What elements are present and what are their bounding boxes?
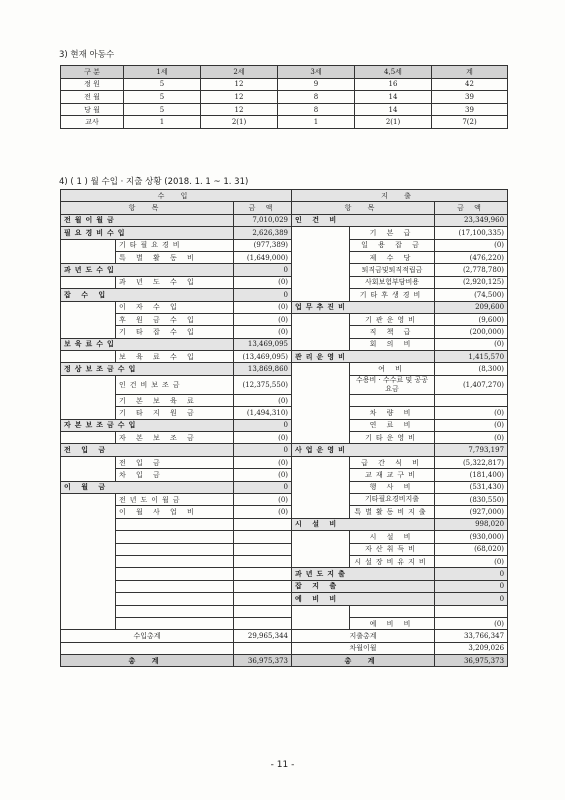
cell: 1	[278, 116, 355, 129]
income-total-label: 수입총계	[61, 630, 234, 642]
income-expense-table	[60, 189, 508, 667]
income-subitem: 전년도이월금	[116, 493, 234, 505]
blank-cell	[61, 326, 116, 338]
blank-cell	[61, 313, 116, 325]
expense-amount: (5,322,817)	[435, 456, 508, 468]
cell: 16	[355, 78, 432, 91]
table-row	[61, 78, 508, 91]
income-category: 전 입 금	[61, 444, 234, 456]
income-subitem	[116, 580, 234, 592]
table-row	[61, 432, 508, 444]
grand-total-label-left: 총 계	[61, 655, 234, 667]
expense-category: 사업운영비	[292, 444, 435, 456]
expense-subitem: 기타후생경비	[350, 289, 435, 301]
expense-item-header: 항 목	[292, 202, 435, 214]
income-subitem: 이 월 사 업 비	[116, 506, 234, 518]
expense-amount: 7,793,197	[435, 444, 508, 456]
table-row	[61, 518, 508, 530]
blank-cell	[61, 493, 116, 505]
blank-cell	[61, 469, 116, 481]
blank-cell	[292, 394, 350, 406]
income-subitem: 기 타 지 원 금	[116, 407, 234, 419]
header-cell: 계	[432, 66, 508, 79]
income-amount: (1,649,000)	[234, 251, 292, 263]
header-cell: 2세	[201, 66, 278, 79]
blank-cell	[61, 239, 116, 251]
expense-amount: (9,600)	[435, 313, 508, 325]
table-row	[61, 375, 508, 394]
table-row	[61, 555, 508, 567]
cell: 1	[124, 116, 201, 129]
income-subitem: 기 본 보 육 료	[116, 394, 234, 406]
blank-cell	[61, 456, 116, 468]
expense-amount: 0	[435, 568, 508, 580]
expense-subitem	[350, 605, 435, 617]
blank-cell	[292, 276, 350, 288]
grand-total-label-right: 총 계	[292, 655, 435, 667]
row-label: 당 월	[61, 103, 124, 116]
table-row	[61, 313, 508, 325]
income-amount: 0	[234, 419, 292, 431]
expense-total-value: 33,766,347	[435, 630, 508, 642]
income-amount: (0)	[234, 394, 292, 406]
income-subitem: 후 원 금 수 입	[116, 313, 234, 325]
blank-cell	[292, 469, 350, 481]
blank-cell	[292, 617, 350, 629]
cell: 39	[432, 103, 508, 116]
cell: 8	[278, 91, 355, 104]
expense-subitem: 퇴직금및퇴직적립금	[350, 264, 435, 276]
cell: 12	[201, 78, 278, 91]
expense-amount: (0)	[435, 432, 508, 444]
expense-category: 시 설 비	[292, 518, 435, 530]
expense-category: 인 건 비	[292, 214, 435, 226]
row-label: 교사	[61, 116, 124, 129]
income-amount	[234, 531, 292, 543]
expense-amount: (0)	[435, 239, 508, 251]
income-category: 필요경비수입	[61, 227, 234, 239]
table-row	[61, 103, 508, 116]
cell: 2(1)	[201, 116, 278, 129]
blank-cell	[292, 481, 350, 493]
table-row	[61, 264, 508, 276]
cell: 12	[201, 103, 278, 116]
income-subitem: 이 자 수 입	[116, 301, 234, 313]
expense-amount: 1,415,570	[435, 351, 508, 363]
blank-cell	[61, 432, 116, 444]
expense-amount: 998,020	[435, 518, 508, 530]
expense-amount: (8,300)	[435, 363, 508, 375]
income-subitem: 차 입 금	[116, 469, 234, 481]
expense-amount: (830,550)	[435, 493, 508, 505]
income-category: 과년도수입	[61, 264, 234, 276]
blank-cell	[292, 326, 350, 338]
expense-subitem: 회 의 비	[350, 338, 435, 350]
expense-subitem: 기타필요경비지출	[350, 493, 435, 505]
income-amount: (0)	[234, 469, 292, 481]
blank-cell	[61, 407, 116, 419]
income-subitem	[116, 555, 234, 567]
blank-cell	[61, 593, 116, 605]
income-subitem	[116, 531, 234, 543]
income-amount	[234, 580, 292, 592]
child-count-table	[60, 65, 508, 129]
expense-amount: 209,600	[435, 301, 508, 313]
income-subitem: 기타필요경비	[116, 239, 234, 251]
expense-amount: (476,220)	[435, 251, 508, 263]
table-row	[61, 394, 508, 406]
expense-amount: (0)	[435, 419, 508, 431]
income-subitem: 인건비보조금	[116, 375, 234, 394]
table-header-row	[61, 66, 508, 79]
blank-cell	[61, 394, 116, 406]
cell: 8	[278, 103, 355, 116]
blank-cell	[61, 642, 234, 654]
income-amount: (0)	[234, 493, 292, 505]
header-cell: 1세	[124, 66, 201, 79]
page-number: - 11 -	[270, 760, 295, 770]
expense-subitem: 자산취득비	[350, 543, 435, 555]
table-row	[61, 239, 508, 251]
income-item-header: 항 목	[61, 202, 234, 214]
blank-cell	[292, 432, 350, 444]
cell: 12	[201, 91, 278, 104]
expense-subitem: 직 책 급	[350, 326, 435, 338]
blank-cell	[61, 351, 116, 363]
income-amount: (0)	[234, 276, 292, 288]
income-amount: 0	[234, 289, 292, 301]
income-category: 자본보조금수입	[61, 419, 234, 431]
expense-amount: (0)	[435, 617, 508, 629]
income-subitem	[116, 605, 234, 617]
row-label: 정 원	[61, 78, 124, 91]
income-category: 잡 수 입	[61, 289, 234, 301]
table-row	[61, 506, 508, 518]
header-cell: 4,5세	[355, 66, 432, 79]
income-amount: (0)	[234, 313, 292, 325]
income-subitem: 과 년 도 수 입	[116, 276, 234, 288]
blank-cell	[61, 276, 116, 288]
expense-amount: (2,920,125)	[435, 276, 508, 288]
expense-subitem: 일 용 잡 금	[350, 239, 435, 251]
blank-cell	[61, 555, 116, 567]
cell: 5	[124, 78, 201, 91]
table-row	[61, 227, 508, 239]
table-row	[61, 407, 508, 419]
expense-subitem: 기 본 급	[350, 227, 435, 239]
blank-cell	[61, 251, 116, 263]
expense-subitem: 기타운영비	[350, 432, 435, 444]
table-row	[61, 289, 508, 301]
table-row	[61, 531, 508, 543]
income-category: 이 월 금	[61, 481, 234, 493]
income-category: 전월이월금	[61, 214, 234, 226]
income-header: 수 입	[61, 190, 292, 202]
income-amount	[234, 593, 292, 605]
income-amount-header: 금 액	[234, 202, 292, 214]
table-row	[61, 456, 508, 468]
expense-amount	[435, 605, 508, 617]
expense-subitem: 시 설 비	[350, 531, 435, 543]
table-row	[61, 338, 508, 350]
income-amount: 7,010,029	[234, 214, 292, 226]
table-row	[61, 481, 508, 493]
income-amount: (0)	[234, 301, 292, 313]
income-subitem	[116, 543, 234, 555]
cell: 14	[355, 103, 432, 116]
grand-total-row	[61, 655, 508, 667]
expense-subitem: 수용비 · 수수료 및 공공요금	[350, 375, 435, 394]
expense-subitem: 제 수 당	[350, 251, 435, 263]
table-row	[61, 593, 508, 605]
blank-cell	[292, 456, 350, 468]
expense-subitem: 급 간 식 비	[350, 456, 435, 468]
expense-category: 예 비 비	[292, 593, 435, 605]
expense-subitem: 교재교구비	[350, 469, 435, 481]
expense-subitem: 차 량 비	[350, 407, 435, 419]
carry-row	[61, 642, 508, 654]
table-row	[61, 419, 508, 431]
expense-amount: (74,500)	[435, 289, 508, 301]
income-amount	[234, 555, 292, 567]
blank-cell	[292, 375, 350, 394]
income-amount: 13,869,860	[234, 363, 292, 375]
group-header-row	[61, 190, 508, 202]
blank-cell	[292, 289, 350, 301]
cell: 2(1)	[355, 116, 432, 129]
income-total-value: 29,965,344	[234, 630, 292, 642]
table-row	[61, 326, 508, 338]
expense-amount: (531,430)	[435, 481, 508, 493]
cell: 9	[278, 78, 355, 91]
expense-amount: (200,000)	[435, 326, 508, 338]
income-amount	[234, 605, 292, 617]
table-row	[61, 91, 508, 104]
expense-subitem: 연 료 비	[350, 419, 435, 431]
table-row	[61, 214, 508, 226]
expense-category: 관리운영비	[292, 351, 435, 363]
income-subitem: 자 본 보 조 금	[116, 432, 234, 444]
expense-category: 잡 지 출	[292, 580, 435, 592]
cell: 7(2)	[432, 116, 508, 129]
income-amount	[234, 518, 292, 530]
income-amount: (977,389)	[234, 239, 292, 251]
blank-cell	[292, 363, 350, 375]
blank-cell	[292, 239, 350, 251]
cell: 14	[355, 91, 432, 104]
table-row	[61, 493, 508, 505]
expense-header: 지 출	[292, 190, 508, 202]
blank-cell	[292, 338, 350, 350]
income-amount: (0)	[234, 326, 292, 338]
table-row	[61, 276, 508, 288]
income-amount: 0	[234, 444, 292, 456]
blank-cell	[61, 518, 116, 530]
blank-cell	[292, 419, 350, 431]
income-amount: (13,469,095)	[234, 351, 292, 363]
income-subitem	[116, 518, 234, 530]
carry-value: 3,209,026	[435, 642, 508, 654]
blank-cell	[292, 407, 350, 419]
expense-amount: (0)	[435, 407, 508, 419]
subtotal-row	[61, 630, 508, 642]
expense-amount-header: 금 액	[435, 202, 508, 214]
table-row	[61, 469, 508, 481]
blank-cell	[292, 251, 350, 263]
cell: 39	[432, 91, 508, 104]
table-row	[61, 251, 508, 263]
section-4-title: 4) ( 1 ) 월 수입 · 지출 상황 (2018. 1. 1 ~ 1. 31)	[59, 177, 249, 187]
income-subitem	[116, 568, 234, 580]
blank-cell	[292, 493, 350, 505]
income-subitem: 보 육 료 수 입	[116, 351, 234, 363]
blank-cell	[292, 531, 350, 543]
expense-amount: (0)	[435, 338, 508, 350]
income-subitem	[116, 617, 234, 629]
carry-label: 차월이월	[292, 642, 435, 654]
table-row	[61, 543, 508, 555]
income-category: 정상보조금수입	[61, 363, 234, 375]
table-row	[61, 617, 508, 629]
blank-cell	[292, 543, 350, 555]
grand-total-right: 36,975,373	[435, 655, 508, 667]
table-row	[61, 444, 508, 456]
expense-amount: (930,000)	[435, 531, 508, 543]
blank-cell	[234, 642, 292, 654]
blank-cell	[61, 617, 116, 629]
table-row	[61, 301, 508, 313]
expense-category: 업무추진비	[292, 301, 435, 313]
blank-cell	[61, 605, 116, 617]
income-amount: (0)	[234, 506, 292, 518]
table-row	[61, 605, 508, 617]
blank-cell	[61, 506, 116, 518]
income-amount: (12,375,550)	[234, 375, 292, 394]
income-amount: (1,494,310)	[234, 407, 292, 419]
expense-amount: (17,100,335)	[435, 227, 508, 239]
section-3-title: 3) 현재 아동수	[59, 50, 115, 60]
income-subitem: 특 별 활 동 비	[116, 251, 234, 263]
income-amount: (0)	[234, 432, 292, 444]
column-header-row	[61, 202, 508, 214]
income-subitem: 전 입 금	[116, 456, 234, 468]
header-cell: 3세	[278, 66, 355, 79]
blank-cell	[292, 506, 350, 518]
expense-amount: (1,407,270)	[435, 375, 508, 394]
blank-cell	[61, 375, 116, 394]
cell: 5	[124, 103, 201, 116]
blank-cell	[61, 568, 116, 580]
blank-cell	[61, 301, 116, 313]
expense-subitem: 시설장비유지비	[350, 555, 435, 567]
expense-amount: 23,349,960	[435, 214, 508, 226]
expense-category: 과년도지출	[292, 568, 435, 580]
income-amount	[234, 543, 292, 555]
blank-cell	[292, 264, 350, 276]
blank-cell	[292, 555, 350, 567]
income-amount: 13,469,095	[234, 338, 292, 350]
income-amount: 2,626,389	[234, 227, 292, 239]
expense-amount	[435, 394, 508, 406]
expense-total-label: 지출총계	[292, 630, 435, 642]
expense-amount: (927,000)	[435, 506, 508, 518]
blank-cell	[61, 543, 116, 555]
table-row	[61, 568, 508, 580]
blank-cell	[292, 227, 350, 239]
expense-subitem: 여 비	[350, 363, 435, 375]
table-row	[61, 363, 508, 375]
income-category: 보육료수입	[61, 338, 234, 350]
income-amount: 0	[234, 264, 292, 276]
expense-amount: (68,020)	[435, 543, 508, 555]
blank-cell	[292, 605, 350, 617]
table-row	[61, 116, 508, 129]
expense-amount: 0	[435, 593, 508, 605]
blank-cell	[292, 313, 350, 325]
blank-cell	[61, 580, 116, 592]
table-row	[61, 580, 508, 592]
income-subitem: 기 타 잡 수 입	[116, 326, 234, 338]
blank-cell	[61, 531, 116, 543]
income-amount	[234, 568, 292, 580]
expense-subitem: 예 비 비	[350, 617, 435, 629]
expense-subitem: 기관운영비	[350, 313, 435, 325]
expense-subitem: 특별활동비지출	[350, 506, 435, 518]
expense-subitem: 행 사 비	[350, 481, 435, 493]
cell: 5	[124, 91, 201, 104]
expense-subitem	[350, 394, 435, 406]
expense-subitem: 사회보험부담비용	[350, 276, 435, 288]
expense-amount: 0	[435, 580, 508, 592]
table-row	[61, 351, 508, 363]
income-amount	[234, 617, 292, 629]
expense-amount: (2,778,780)	[435, 264, 508, 276]
expense-amount: (181,400)	[435, 469, 508, 481]
header-cell: 구 분	[61, 66, 124, 79]
grand-total-left: 36,975,373	[234, 655, 292, 667]
cell: 42	[432, 78, 508, 91]
expense-amount: (0)	[435, 555, 508, 567]
income-amount: (0)	[234, 456, 292, 468]
income-amount: 0	[234, 481, 292, 493]
row-label: 전 월	[61, 91, 124, 104]
income-subitem	[116, 593, 234, 605]
